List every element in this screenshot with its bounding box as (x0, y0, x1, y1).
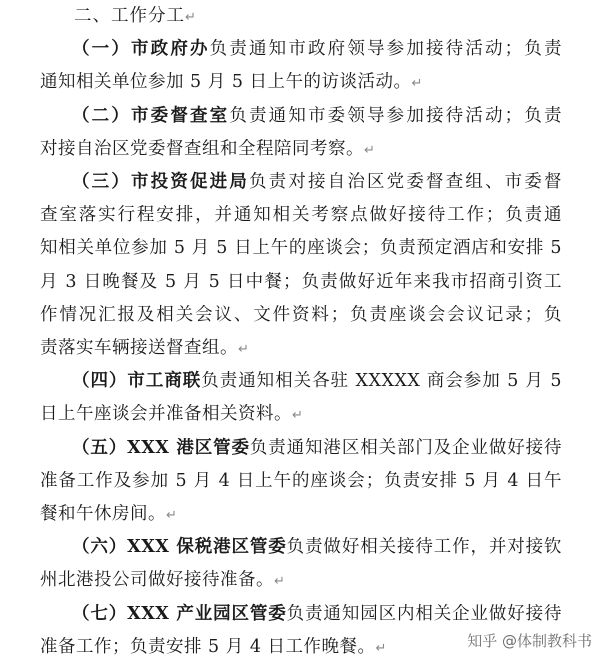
section-6-line-2: 州北港投公司做好接待准备。↵ (40, 570, 286, 591)
zhihu-watermark: 知乎 @体制教科书 (467, 632, 592, 650)
section-4-line-1: （四）市工商联负责通知相关各驻 XXXXX 商会参加 5 月 5 (72, 371, 563, 392)
section-3-line-3: 知相关单位参加 5 月 5 日上午的座谈会；负责预定酒店和安排 5 (40, 238, 562, 259)
section-7-line-1: （七）XXX 产业园区管委负责通知园区内相关企业做好接待 (72, 603, 563, 624)
section-4-line-2: 日上午座谈会并准备相关资料。↵ (40, 404, 304, 425)
section-1-line-2: 通知相关单位参加 5 月 5 日上午的访谈活动。↵ (40, 72, 423, 93)
section-6-line-1: （六）XXX 保税港区管委负责做好相关接待工作，并对接钦 (72, 537, 563, 558)
section-2-line-2: 对接自治区党委督查组和全程陪同考察。↵ (40, 138, 376, 159)
section-3-line-6: 责落实车辆接送督查组。↵ (40, 338, 250, 358)
section-7-line-2: 准备工作；负责安排 5 月 4 日工作晚餐。↵ (40, 636, 387, 657)
section-5-line-3: 餐和午休房间。↵ (40, 504, 178, 524)
section-3-line-5: 作情况汇报及相关会议、文件资料；负责座谈会会议记录；负 (40, 304, 562, 325)
section-heading: 二、工作分工↵ (74, 6, 197, 26)
section-5-line-2: 准备工作及参加 5 月 4 日上午的座谈会；负责安排 5 月 4 日午 (40, 470, 562, 491)
section-3-line-4: 月 3 日晚餐及 5 月 5 日中餐；负责做好近年来我市招商引资工 (40, 271, 562, 292)
section-1-line-1: （一）市政府办负责通知市政府领导参加接待活动；负责 (72, 39, 563, 60)
section-2-line-1: （二）市委督查室负责通知市委领导参加接待活动；负责 (72, 105, 563, 126)
section-3-line-1: （三）市投资促进局负责对接自治区党委督查组、市委督 (72, 172, 562, 192)
section-5-line-1: （五）XXX 港区管委负责通知港区相关部门及企业做好接待 (72, 437, 563, 458)
section-3-line-2: 查室落实行程安排，并通知相关考察点做好接待工作；负责通 (40, 205, 562, 226)
